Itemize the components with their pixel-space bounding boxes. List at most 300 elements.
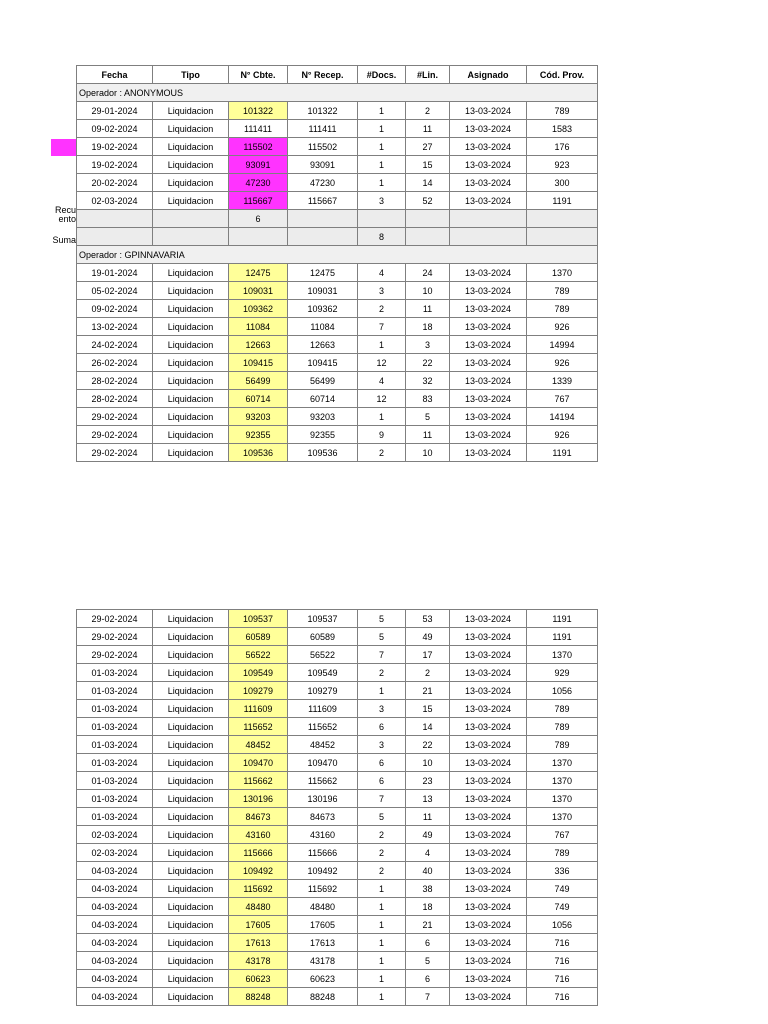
tipo-cell: Liquidacion xyxy=(153,970,229,988)
tipo-cell: Liquidacion xyxy=(153,102,229,120)
tipo-cell: Liquidacion xyxy=(153,336,229,354)
docs-cell: 7 xyxy=(358,646,406,664)
lin-cell: 11 xyxy=(406,120,450,138)
recep-cell: 109279 xyxy=(288,682,358,700)
table-row xyxy=(77,826,598,844)
header-row xyxy=(77,66,598,84)
cod-prov-cell: 1191 xyxy=(527,610,598,628)
tipo-cell: Liquidacion xyxy=(153,934,229,952)
asignado-cell: 13-03-2024 xyxy=(450,880,527,898)
table-row xyxy=(77,372,598,390)
docs-cell: 1 xyxy=(358,336,406,354)
tipo-cell: Liquidacion xyxy=(153,444,229,462)
docs-cell: 3 xyxy=(358,700,406,718)
cod-prov-cell: 923 xyxy=(527,156,598,174)
asignado-cell: 13-03-2024 xyxy=(450,336,527,354)
recep-cell: 109537 xyxy=(288,610,358,628)
cbte-cell: 111411 xyxy=(229,120,288,138)
cod-prov-cell: 789 xyxy=(527,282,598,300)
docs-cell: 5 xyxy=(358,808,406,826)
cod-prov-cell: 929 xyxy=(527,664,598,682)
cbte-cell: 88248 xyxy=(229,988,288,1006)
docs-cell: 5 xyxy=(358,628,406,646)
asignado-cell: 13-03-2024 xyxy=(450,700,527,718)
cod-prov-cell: 789 xyxy=(527,736,598,754)
cbte-cell: 17613 xyxy=(229,934,288,952)
recuento-row-value: 6 xyxy=(229,210,288,228)
docs-cell: 12 xyxy=(358,354,406,372)
fecha-cell: 29-02-2024 xyxy=(77,646,153,664)
table-row xyxy=(77,952,598,970)
tipo-cell: Liquidacion xyxy=(153,372,229,390)
asignado-cell: 13-03-2024 xyxy=(450,264,527,282)
asignado-cell: 13-03-2024 xyxy=(450,862,527,880)
docs-cell: 2 xyxy=(358,300,406,318)
docs-cell: 7 xyxy=(358,318,406,336)
fecha-cell: 29-02-2024 xyxy=(77,444,153,462)
cod-prov-cell: 1056 xyxy=(527,916,598,934)
recep-cell: 11084 xyxy=(288,318,358,336)
table-row xyxy=(77,138,598,156)
tipo-cell: Liquidacion xyxy=(153,156,229,174)
asignado-cell: 13-03-2024 xyxy=(450,318,527,336)
table-row xyxy=(77,808,598,826)
cod-prov-cell: 1191 xyxy=(527,192,598,210)
lin-cell: 6 xyxy=(406,934,450,952)
tipo-cell: Liquidacion xyxy=(153,682,229,700)
recep-cell: 109536 xyxy=(288,444,358,462)
report-table-page-2 xyxy=(76,609,598,1006)
asignado-cell: 13-03-2024 xyxy=(450,408,527,426)
recep-cell: 111411 xyxy=(288,120,358,138)
recep-cell: 12475 xyxy=(288,264,358,282)
recep-cell: 92355 xyxy=(288,426,358,444)
header-asignado: Asignado xyxy=(450,66,527,84)
docs-cell: 6 xyxy=(358,718,406,736)
cod-prov-cell: 767 xyxy=(527,826,598,844)
tipo-cell: Liquidacion xyxy=(153,916,229,934)
docs-cell: 1 xyxy=(358,952,406,970)
lin-cell: 32 xyxy=(406,372,450,390)
docs-cell: 3 xyxy=(358,192,406,210)
docs-cell: 2 xyxy=(358,664,406,682)
cod-prov-cell: 1370 xyxy=(527,790,598,808)
tipo-cell: Liquidacion xyxy=(153,282,229,300)
lin-cell: 5 xyxy=(406,952,450,970)
table-row xyxy=(77,880,598,898)
fecha-cell: 01-03-2024 xyxy=(77,664,153,682)
lin-cell: 27 xyxy=(406,138,450,156)
table-row xyxy=(77,390,598,408)
fecha-cell: 04-03-2024 xyxy=(77,952,153,970)
operator-label: Operador : GPINNAVARIA xyxy=(77,246,598,264)
table-row xyxy=(77,736,598,754)
cbte-cell: 109415 xyxy=(229,354,288,372)
lin-cell: 4 xyxy=(406,844,450,862)
table-row xyxy=(77,192,598,210)
asignado-cell: 13-03-2024 xyxy=(450,390,527,408)
docs-cell: 9 xyxy=(358,426,406,444)
asignado-cell: 13-03-2024 xyxy=(450,952,527,970)
asignado-cell: 13-03-2024 xyxy=(450,916,527,934)
tipo-cell: Liquidacion xyxy=(153,952,229,970)
table-row xyxy=(77,444,598,462)
tipo-cell: Liquidacion xyxy=(153,862,229,880)
recep-cell: 17605 xyxy=(288,916,358,934)
asignado-cell: 13-03-2024 xyxy=(450,826,527,844)
fecha-cell: 02-03-2024 xyxy=(77,826,153,844)
table-row xyxy=(77,282,598,300)
recuento-row xyxy=(77,210,598,228)
asignado-cell: 13-03-2024 xyxy=(450,682,527,700)
table-row xyxy=(77,610,598,628)
lin-cell: 49 xyxy=(406,628,450,646)
tipo-cell: Liquidacion xyxy=(153,264,229,282)
cod-prov-cell: 1056 xyxy=(527,682,598,700)
cod-prov-cell: 176 xyxy=(527,138,598,156)
fecha-cell: 01-03-2024 xyxy=(77,808,153,826)
fecha-cell: 05-02-2024 xyxy=(77,282,153,300)
docs-cell: 1 xyxy=(358,880,406,898)
cbte-cell: 109549 xyxy=(229,664,288,682)
docs-cell: 2 xyxy=(358,444,406,462)
tipo-cell: Liquidacion xyxy=(153,174,229,192)
fecha-cell: 02-03-2024 xyxy=(77,192,153,210)
cbte-cell: 43178 xyxy=(229,952,288,970)
recep-cell: 48480 xyxy=(288,898,358,916)
asignado-cell: 13-03-2024 xyxy=(450,808,527,826)
cod-prov-cell: 14994 xyxy=(527,336,598,354)
lin-cell: 21 xyxy=(406,916,450,934)
table-row xyxy=(77,354,598,372)
recep-cell: 17613 xyxy=(288,934,358,952)
lin-cell: 53 xyxy=(406,610,450,628)
docs-cell: 4 xyxy=(358,264,406,282)
table-row xyxy=(77,772,598,790)
tipo-cell: Liquidacion xyxy=(153,736,229,754)
fecha-cell: 01-03-2024 xyxy=(77,700,153,718)
lin-cell: 18 xyxy=(406,898,450,916)
cod-prov-cell: 1370 xyxy=(527,772,598,790)
operator-label: Operador : ANONYMOUS xyxy=(77,84,598,102)
suma-row-value: 8 xyxy=(358,228,406,246)
cod-prov-cell: 926 xyxy=(527,318,598,336)
cod-prov-cell: 926 xyxy=(527,426,598,444)
fecha-cell: 04-03-2024 xyxy=(77,988,153,1006)
tipo-cell: Liquidacion xyxy=(153,408,229,426)
cod-prov-cell: 1191 xyxy=(527,628,598,646)
recep-cell: 56499 xyxy=(288,372,358,390)
cbte-cell: 60589 xyxy=(229,628,288,646)
tipo-cell: Liquidacion xyxy=(153,772,229,790)
tipo-cell: Liquidacion xyxy=(153,354,229,372)
empty-cell xyxy=(77,228,153,246)
tipo-cell: Liquidacion xyxy=(153,192,229,210)
recep-cell: 56522 xyxy=(288,646,358,664)
lin-cell: 49 xyxy=(406,826,450,844)
table-row xyxy=(77,408,598,426)
lin-cell: 7 xyxy=(406,988,450,1006)
fecha-cell: 29-02-2024 xyxy=(77,628,153,646)
tipo-cell: Liquidacion xyxy=(153,646,229,664)
fecha-cell: 13-02-2024 xyxy=(77,318,153,336)
recep-cell: 109415 xyxy=(288,354,358,372)
table-row xyxy=(77,718,598,736)
fecha-cell: 01-03-2024 xyxy=(77,772,153,790)
lin-cell: 17 xyxy=(406,646,450,664)
recep-cell: 115666 xyxy=(288,844,358,862)
cod-prov-cell: 1370 xyxy=(527,646,598,664)
cbte-cell: 115652 xyxy=(229,718,288,736)
table-row xyxy=(77,790,598,808)
recep-cell: 47230 xyxy=(288,174,358,192)
lin-cell: 18 xyxy=(406,318,450,336)
recuento-label: Recu ento xyxy=(54,205,76,224)
recep-cell: 84673 xyxy=(288,808,358,826)
docs-cell: 12 xyxy=(358,390,406,408)
fecha-cell: 28-02-2024 xyxy=(77,390,153,408)
docs-cell: 3 xyxy=(358,282,406,300)
recep-cell: 109362 xyxy=(288,300,358,318)
fecha-cell: 02-03-2024 xyxy=(77,844,153,862)
recep-cell: 115652 xyxy=(288,718,358,736)
cbte-cell: 48452 xyxy=(229,736,288,754)
asignado-cell: 13-03-2024 xyxy=(450,772,527,790)
tipo-cell: Liquidacion xyxy=(153,300,229,318)
fecha-cell: 04-03-2024 xyxy=(77,880,153,898)
cod-prov-cell: 300 xyxy=(527,174,598,192)
fecha-cell: 04-03-2024 xyxy=(77,970,153,988)
tipo-cell: Liquidacion xyxy=(153,790,229,808)
empty-cell xyxy=(358,210,406,228)
table-row xyxy=(77,970,598,988)
docs-cell: 1 xyxy=(358,138,406,156)
cbte-cell: 115692 xyxy=(229,880,288,898)
lin-cell: 14 xyxy=(406,174,450,192)
cbte-cell: 47230 xyxy=(229,174,288,192)
lin-cell: 11 xyxy=(406,300,450,318)
header-cbte: N° Cbte. xyxy=(229,66,288,84)
cod-prov-cell: 716 xyxy=(527,952,598,970)
tipo-cell: Liquidacion xyxy=(153,390,229,408)
lin-cell: 24 xyxy=(406,264,450,282)
recep-cell: 109492 xyxy=(288,862,358,880)
fecha-cell: 01-03-2024 xyxy=(77,754,153,772)
docs-cell: 1 xyxy=(358,970,406,988)
asignado-cell: 13-03-2024 xyxy=(450,628,527,646)
table-row xyxy=(77,426,598,444)
docs-cell: 1 xyxy=(358,174,406,192)
cbte-cell: 109279 xyxy=(229,682,288,700)
table-row xyxy=(77,916,598,934)
asignado-cell: 13-03-2024 xyxy=(450,120,527,138)
docs-cell: 2 xyxy=(358,844,406,862)
fecha-cell: 01-03-2024 xyxy=(77,718,153,736)
docs-cell: 1 xyxy=(358,408,406,426)
cod-prov-cell: 926 xyxy=(527,354,598,372)
empty-cell xyxy=(77,210,153,228)
docs-cell: 1 xyxy=(358,898,406,916)
suma-row xyxy=(77,228,598,246)
docs-cell: 1 xyxy=(358,102,406,120)
fecha-cell: 01-03-2024 xyxy=(77,736,153,754)
table-row xyxy=(77,664,598,682)
cod-prov-cell: 1583 xyxy=(527,120,598,138)
recep-cell: 109549 xyxy=(288,664,358,682)
docs-cell: 1 xyxy=(358,156,406,174)
fecha-cell: 09-02-2024 xyxy=(77,300,153,318)
fecha-cell: 09-02-2024 xyxy=(77,120,153,138)
cod-prov-cell: 1370 xyxy=(527,264,598,282)
cbte-cell: 11084 xyxy=(229,318,288,336)
cbte-cell: 93091 xyxy=(229,156,288,174)
tipo-cell: Liquidacion xyxy=(153,754,229,772)
tipo-cell: Liquidacion xyxy=(153,610,229,628)
recep-cell: 115667 xyxy=(288,192,358,210)
asignado-cell: 13-03-2024 xyxy=(450,664,527,682)
empty-cell xyxy=(450,210,527,228)
cod-prov-cell: 336 xyxy=(527,862,598,880)
table-row xyxy=(77,318,598,336)
empty-cell xyxy=(288,228,358,246)
cbte-cell: 115502 xyxy=(229,138,288,156)
empty-cell xyxy=(153,228,229,246)
lin-cell: 10 xyxy=(406,444,450,462)
docs-cell: 2 xyxy=(358,826,406,844)
fecha-cell: 29-01-2024 xyxy=(77,102,153,120)
cbte-cell: 115666 xyxy=(229,844,288,862)
asignado-cell: 13-03-2024 xyxy=(450,970,527,988)
recep-cell: 60589 xyxy=(288,628,358,646)
tipo-cell: Liquidacion xyxy=(153,898,229,916)
lin-cell: 13 xyxy=(406,790,450,808)
lin-cell: 11 xyxy=(406,426,450,444)
cbte-cell: 109362 xyxy=(229,300,288,318)
recep-cell: 60623 xyxy=(288,970,358,988)
fecha-cell: 29-02-2024 xyxy=(77,610,153,628)
cod-prov-cell: 749 xyxy=(527,898,598,916)
empty-cell xyxy=(527,210,598,228)
recep-cell: 115692 xyxy=(288,880,358,898)
tipo-cell: Liquidacion xyxy=(153,880,229,898)
empty-cell xyxy=(406,210,450,228)
header-cod-prov: Cód. Prov. xyxy=(527,66,598,84)
table-row xyxy=(77,682,598,700)
recep-cell: 101322 xyxy=(288,102,358,120)
asignado-cell: 13-03-2024 xyxy=(450,372,527,390)
recep-cell: 111609 xyxy=(288,700,358,718)
tipo-cell: Liquidacion xyxy=(153,826,229,844)
cbte-cell: 12663 xyxy=(229,336,288,354)
cbte-cell: 111609 xyxy=(229,700,288,718)
cod-prov-cell: 789 xyxy=(527,700,598,718)
tipo-cell: Liquidacion xyxy=(153,664,229,682)
empty-cell xyxy=(406,228,450,246)
table-row xyxy=(77,700,598,718)
tipo-cell: Liquidacion xyxy=(153,426,229,444)
docs-cell: 1 xyxy=(358,120,406,138)
header-lin: #Lin. xyxy=(406,66,450,84)
recep-cell: 43178 xyxy=(288,952,358,970)
empty-cell xyxy=(153,210,229,228)
docs-cell: 6 xyxy=(358,754,406,772)
cod-prov-cell: 14194 xyxy=(527,408,598,426)
fecha-cell: 19-02-2024 xyxy=(77,138,153,156)
table-row xyxy=(77,628,598,646)
lin-cell: 2 xyxy=(406,102,450,120)
fecha-cell: 26-02-2024 xyxy=(77,354,153,372)
fecha-cell: 19-02-2024 xyxy=(77,156,153,174)
tipo-cell: Liquidacion xyxy=(153,138,229,156)
cbte-cell: 101322 xyxy=(229,102,288,120)
recep-cell: 93203 xyxy=(288,408,358,426)
table-row xyxy=(77,844,598,862)
lin-cell: 6 xyxy=(406,970,450,988)
asignado-cell: 13-03-2024 xyxy=(450,844,527,862)
cod-prov-cell: 789 xyxy=(527,102,598,120)
fecha-cell: 24-02-2024 xyxy=(77,336,153,354)
fecha-cell: 04-03-2024 xyxy=(77,916,153,934)
asignado-cell: 13-03-2024 xyxy=(450,444,527,462)
tipo-cell: Liquidacion xyxy=(153,700,229,718)
asignado-cell: 13-03-2024 xyxy=(450,300,527,318)
cbte-cell: 17605 xyxy=(229,916,288,934)
lin-cell: 22 xyxy=(406,736,450,754)
asignado-cell: 13-03-2024 xyxy=(450,934,527,952)
docs-cell: 1 xyxy=(358,934,406,952)
lin-cell: 14 xyxy=(406,718,450,736)
lin-cell: 15 xyxy=(406,700,450,718)
asignado-cell: 13-03-2024 xyxy=(450,736,527,754)
cbte-cell: 115662 xyxy=(229,772,288,790)
fecha-cell: 29-02-2024 xyxy=(77,408,153,426)
lin-cell: 22 xyxy=(406,354,450,372)
tipo-cell: Liquidacion xyxy=(153,844,229,862)
cod-prov-cell: 789 xyxy=(527,300,598,318)
header-tipo: Tipo xyxy=(153,66,229,84)
lin-cell: 2 xyxy=(406,664,450,682)
asignado-cell: 13-03-2024 xyxy=(450,102,527,120)
lin-cell: 11 xyxy=(406,808,450,826)
magenta-row-marker xyxy=(51,139,76,156)
table-row xyxy=(77,336,598,354)
lin-cell: 83 xyxy=(406,390,450,408)
lin-cell: 10 xyxy=(406,754,450,772)
cbte-cell: 109536 xyxy=(229,444,288,462)
fecha-cell: 28-02-2024 xyxy=(77,372,153,390)
lin-cell: 40 xyxy=(406,862,450,880)
recep-cell: 48452 xyxy=(288,736,358,754)
report-table-page-1 xyxy=(76,65,598,462)
table-row xyxy=(77,120,598,138)
asignado-cell: 13-03-2024 xyxy=(450,790,527,808)
cbte-cell: 60623 xyxy=(229,970,288,988)
asignado-cell: 13-03-2024 xyxy=(450,174,527,192)
cod-prov-cell: 716 xyxy=(527,934,598,952)
table-row xyxy=(77,156,598,174)
fecha-cell: 04-03-2024 xyxy=(77,934,153,952)
recep-cell: 130196 xyxy=(288,790,358,808)
asignado-cell: 13-03-2024 xyxy=(450,156,527,174)
docs-cell: 2 xyxy=(358,862,406,880)
recep-cell: 60714 xyxy=(288,390,358,408)
recep-cell: 109470 xyxy=(288,754,358,772)
tipo-cell: Liquidacion xyxy=(153,808,229,826)
suma-label: Suma xyxy=(52,235,76,245)
recep-cell: 93091 xyxy=(288,156,358,174)
table-row xyxy=(77,898,598,916)
empty-cell xyxy=(229,228,288,246)
